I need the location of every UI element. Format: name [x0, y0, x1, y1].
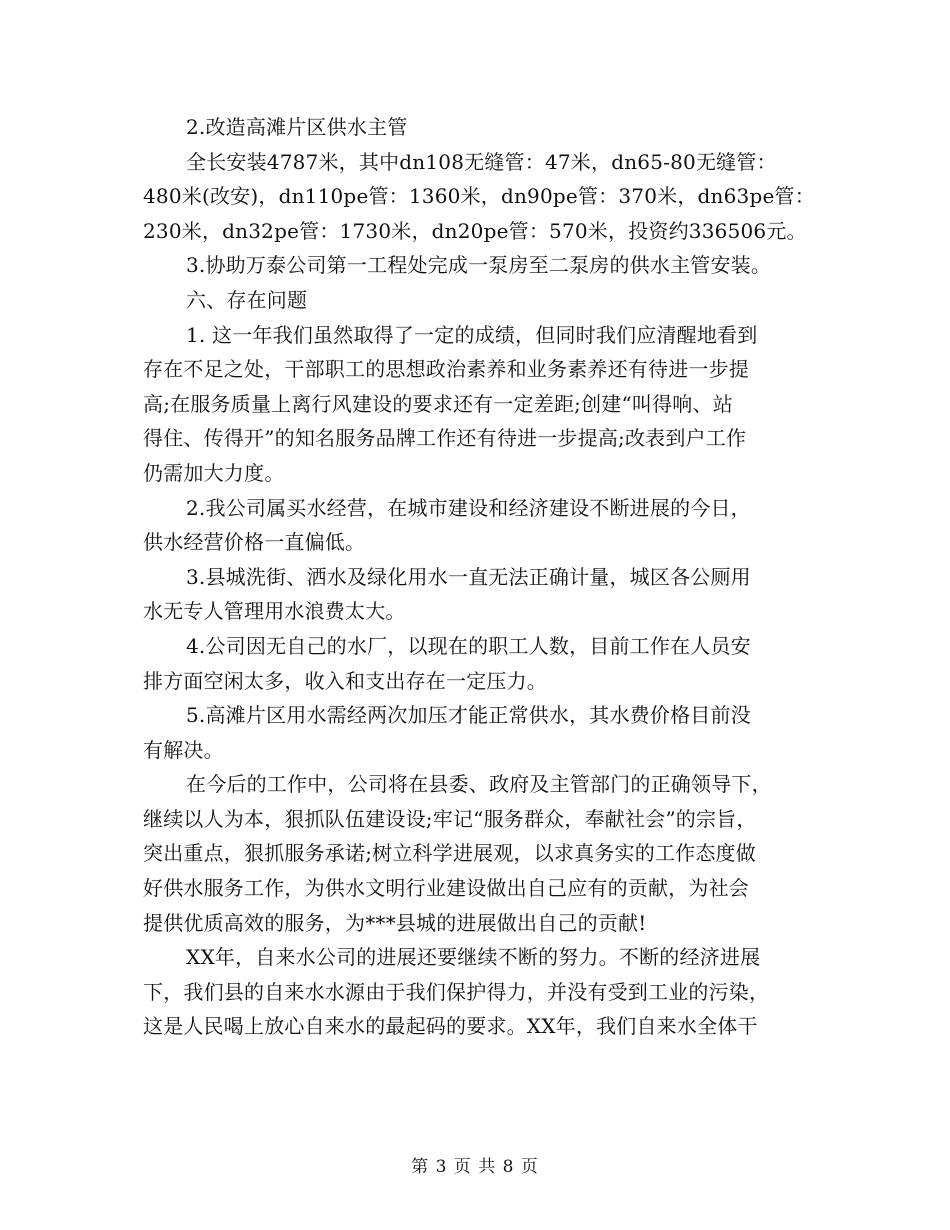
text-line: 2.我公司属买水经营，在城市建设和经济建设不断进展的今日，: [186, 495, 751, 520]
text-line: 供水经营价格一直偏低。: [143, 530, 366, 555]
text-line: 水无专人管理用水浪费太大。: [143, 599, 406, 624]
text-line: 在今后的工作中，公司将在县委、政府及主管部门的正确领导下，: [186, 772, 772, 797]
text-line: 得住、传得开”的知名服务品牌工作还有待进一步提高;改表到户工作: [143, 426, 747, 451]
text-line: 这是人民喝上放心自来水的最起码的要求。XX年，我们自来水全体干: [143, 1014, 758, 1039]
text-line: 全长安装4787米，其中dn108无缝管：47米，dn65-80无缝管：: [186, 149, 777, 174]
text-line: 排方面空闲太多，收入和支出存在一定压力。: [143, 668, 547, 693]
text-line: 230米，dn32pe管：1730米，dn20pe管：570米，投资约336506元。: [143, 218, 807, 243]
text-line: 存在不足之处，干部职工的思想政治素养和业务素养还有待进一步提: [143, 357, 749, 382]
text-line: 六、存在问题: [186, 287, 308, 312]
text-line: 提供优质高效的服务，为***县城的进展做出自己的贡献!: [143, 910, 647, 935]
text-line: 4.公司因无自己的水厂，以现在的职工人数，目前工作在人员安: [186, 633, 751, 658]
text-line: 高;在服务质量上离行风建设的要求还有一定差距;创建“叫得响、站: [143, 391, 733, 416]
text-line: XX年，自来水公司的进展还要继续不断的努力。不断的经济进展: [186, 945, 761, 970]
text-line: 下，我们县的自来水水源由于我们保护得力，并没有受到工业的污染，: [143, 979, 770, 1004]
text-line: 1. 这一年我们虽然取得了一定的成绩，但同时我们应清醒地看到: [186, 322, 758, 347]
document-body: [143, 110, 813, 1044]
text-line: 2.改造高滩片区供水主管: [186, 115, 408, 139]
text-line: 3.协助万泰公司第一工程处完成一泵房至二泵房的供水主管安装。: [186, 253, 772, 278]
text-line: 仍需加大力度。: [143, 460, 285, 485]
text-line: 好供水服务工作，为供水文明行业建设做出自己应有的贡献，为社会: [143, 876, 749, 901]
text-line: 有解决。: [143, 737, 224, 762]
text-line: 3.县城洗街、洒水及绿化用水一直无法正确计量，城区各公厕用: [186, 564, 751, 589]
text-line: 突出重点，狠抓服务承诺;树立科学进展观，以求真务实的工作态度做: [143, 841, 756, 866]
text-line: 继续以人为本，狠抓队伍建设设;牢记“服务群众，奉献社会”的宗旨，: [143, 806, 757, 831]
text-line: 5.高滩片区用水需经两次加压才能正常供水，其水费价格目前没: [186, 703, 751, 728]
page-footer: 第 3 页 共 8 页: [411, 1157, 539, 1177]
text-line: 480米(改安)，dn110pe管：1360米，dn90pe管：370米，dn63pe管：: [143, 184, 815, 209]
